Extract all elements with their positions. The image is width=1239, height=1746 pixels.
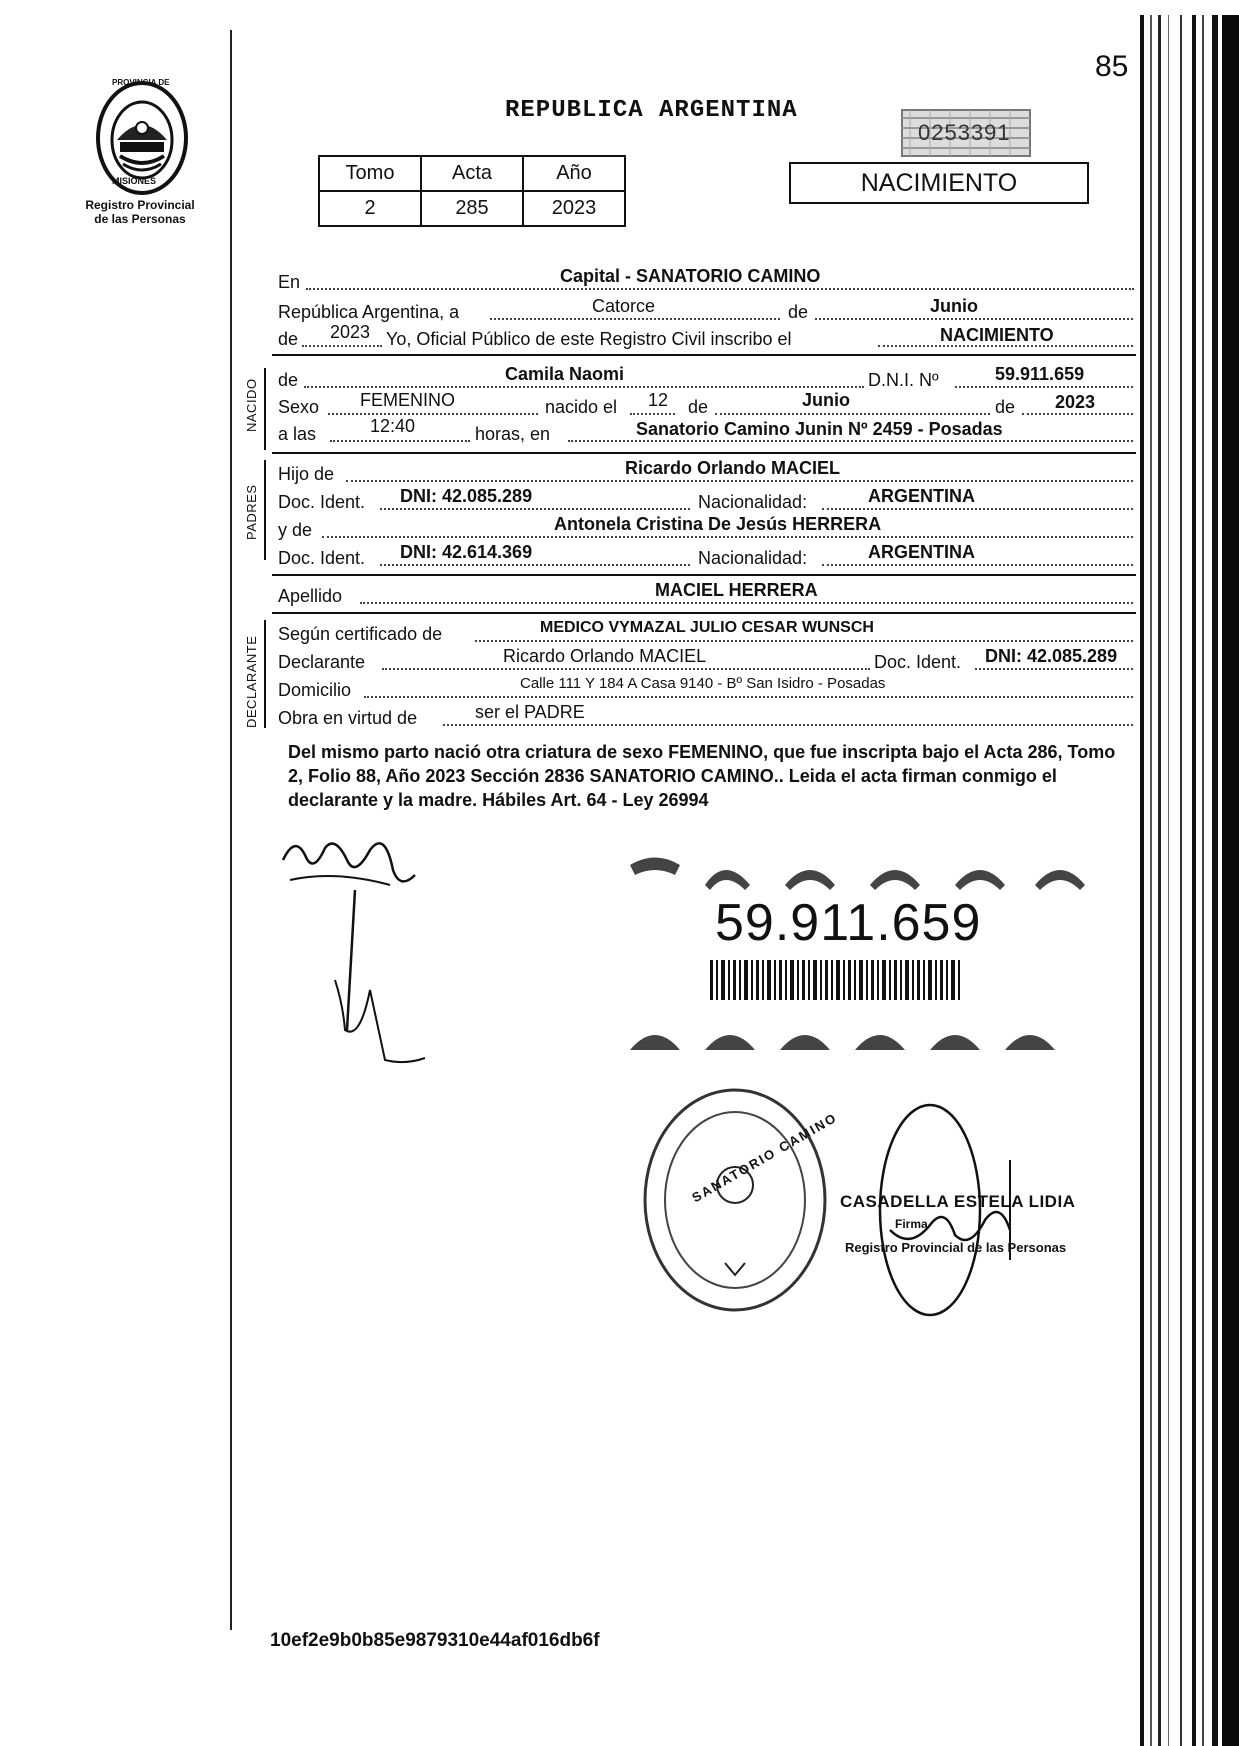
dotted-line: [330, 440, 470, 442]
serial-stamp: [900, 108, 1032, 158]
section-bar: [264, 620, 266, 728]
dotted-line: [304, 386, 864, 388]
tomo-header: Tomo: [319, 156, 421, 191]
dotted-line: [382, 668, 870, 670]
section-divider: [272, 354, 1136, 356]
nombre-de-label: de: [278, 370, 299, 390]
dni-security-label: [625, 855, 1095, 1055]
de-label-2: de: [688, 397, 709, 417]
declarante-section-label: DECLARANTE: [244, 635, 259, 728]
serial-number: 0253391: [918, 120, 1011, 145]
ano-nacido-value: 2023: [1055, 392, 1096, 412]
ano-value: 2023: [523, 191, 625, 226]
country-title: REPUBLICA ARGENTINA: [505, 97, 798, 124]
inscribo-value: NACIMIENTO: [940, 325, 1054, 345]
nombre-value: Camila Naomi: [505, 364, 625, 384]
section-bar: [264, 460, 266, 560]
sexo-value: FEMENINO: [360, 390, 456, 410]
dotted-line: [380, 564, 690, 566]
obra-value: ser el PADRE: [475, 702, 585, 722]
madre-doc-label: Doc. Ident.: [278, 548, 366, 568]
ano-value-intro: 2023: [330, 322, 371, 342]
dotted-line: [306, 288, 1134, 290]
domicilio-label: Domicilio: [278, 680, 352, 700]
madre-nac-value: ARGENTINA: [868, 542, 975, 562]
seal-text: SANATORIO CAMINO: [689, 1109, 840, 1206]
obra-label: Obra en virtud de: [278, 708, 418, 728]
de-label-3: de: [995, 397, 1016, 417]
sanatorio-seal-icon: [640, 1085, 830, 1315]
y-de-label: y de: [278, 520, 313, 540]
section-bar: [264, 368, 266, 450]
republica-label: República Argentina, a: [278, 302, 460, 322]
section-divider: [272, 612, 1136, 614]
official-role: Firma: [895, 1217, 928, 1231]
padre-nac-label: Nacionalidad:: [698, 492, 808, 512]
table-header-row: [319, 156, 625, 191]
padre-value: Ricardo Orlando MACIEL: [625, 458, 841, 478]
en-label: En: [278, 272, 301, 292]
declarante-doc-value: DNI: 42.085.289: [985, 646, 1118, 666]
doc-type-box: NACIMIENTO: [789, 162, 1089, 204]
dotted-line: [822, 508, 1133, 510]
document-hash: 10ef2e9b0b85e9879310e44af016db6f: [270, 1630, 600, 1651]
nacido-section-label: NACIDO: [244, 378, 259, 432]
dotted-line: [975, 668, 1133, 670]
domicilio-value: Calle 111 Y 184 A Casa 9140 - Bº San Isidro - Posadas: [520, 675, 886, 692]
cert-label: Según certificado de: [278, 624, 443, 644]
en-value: Capital - SANATORIO CAMINO: [560, 266, 821, 286]
declarant-signature-icon: [275, 830, 445, 1070]
apellido-label: Apellido: [278, 586, 343, 606]
dotted-line: [475, 640, 1133, 642]
section-divider: [272, 574, 1136, 576]
dni-label-number: 59.911.659: [715, 894, 982, 952]
mes-nacido-value: Junio: [802, 390, 850, 410]
a-las-label: a las: [278, 424, 317, 444]
acta-header: Acta: [421, 156, 523, 191]
dni-value: 59.911.659: [995, 364, 1085, 384]
logo-text-top: PROVINCIA DE: [112, 78, 170, 87]
mes-value: Junio: [930, 296, 978, 316]
dotted-line: [364, 696, 1133, 698]
logo-caption: Registro Provincial de las Personas: [85, 198, 195, 226]
declarante-doc-label: Doc. Ident.: [874, 652, 962, 672]
dotted-line: [1022, 413, 1133, 415]
tomo-value: 2: [319, 191, 421, 226]
dotted-line: [322, 536, 1133, 538]
left-margin-line: [230, 30, 232, 1630]
madre-doc-value: DNI: 42.614.369: [400, 542, 533, 562]
dotted-line: [955, 386, 1133, 388]
dotted-line: [568, 440, 1133, 442]
horas-en-label: horas, en: [475, 424, 551, 444]
hijo-de-label: Hijo de: [278, 464, 335, 484]
yo-text: Yo, Oficial Público de este Registro Civil inscribo el: [386, 329, 792, 349]
acta-value: 285: [421, 191, 523, 226]
de-label: de: [788, 302, 809, 322]
official-signature-icon: [860, 1100, 1040, 1340]
dotted-line: [443, 724, 1133, 726]
cert-value: MEDICO VYMAZAL JULIO CESAR WUNSCH: [540, 619, 874, 636]
madre-nac-label: Nacionalidad:: [698, 548, 808, 568]
de2-label: de: [278, 329, 299, 349]
scan-edge: [1140, 15, 1239, 1746]
declarante-label: Declarante: [278, 652, 366, 672]
page-number: 85: [1095, 50, 1129, 83]
dia-value: Catorce: [592, 296, 656, 316]
dotted-line: [302, 345, 382, 347]
observations-paragraph: Del mismo parto nació otra criatura de sexo FEMENINO, que fue inscripta bajo el Acta 286, Tomo 2, Folio 88, Año 2023 Sección 2836 SANATORIO CAMINO.. Leida el acta firman conmigo el declarante y la madre. Hábiles Art. 64 - Ley 26994: [288, 742, 1116, 810]
dotted-line: [360, 602, 1133, 604]
padre-doc-label: Doc. Ident.: [278, 492, 366, 512]
dotted-line: [822, 564, 1133, 566]
padres-section-label: PADRES: [244, 484, 259, 540]
section-divider: [272, 452, 1136, 454]
dotted-line: [380, 508, 690, 510]
logo-text-bottom: MISIONES: [112, 176, 157, 186]
declarante-value: Ricardo Orlando MACIEL: [503, 646, 707, 666]
dni-label: D.N.I. Nº: [868, 370, 939, 390]
official-registry: Registro Provincial de las Personas: [845, 1240, 1067, 1255]
hora-value: 12:40: [370, 416, 416, 436]
madre-value: Antonela Cristina De Jesús HERRERA: [554, 514, 882, 534]
dotted-line: [490, 318, 780, 320]
dotted-line: [630, 413, 675, 415]
dotted-line: [328, 413, 538, 415]
official-name: CASADELLA ESTELA LIDIA: [840, 1192, 1076, 1211]
dotted-line: [715, 413, 990, 415]
dotted-line: [815, 318, 1133, 320]
tomo-acta-ano-table: [318, 155, 626, 227]
apellido-value: MACIEL HERRERA: [655, 580, 818, 600]
table-row: [319, 191, 625, 226]
ano-header: Año: [523, 156, 625, 191]
sexo-label: Sexo: [278, 397, 320, 417]
lugar-value: Sanatorio Camino Junin Nº 2459 - Posadas: [636, 419, 1003, 439]
dotted-line: [346, 480, 1133, 482]
padre-nac-value: ARGENTINA: [868, 486, 975, 506]
nacido-el-label: nacido el: [545, 397, 618, 417]
dia-nacido-value: 12: [648, 390, 669, 410]
padre-doc-value: DNI: 42.085.289: [400, 486, 533, 506]
